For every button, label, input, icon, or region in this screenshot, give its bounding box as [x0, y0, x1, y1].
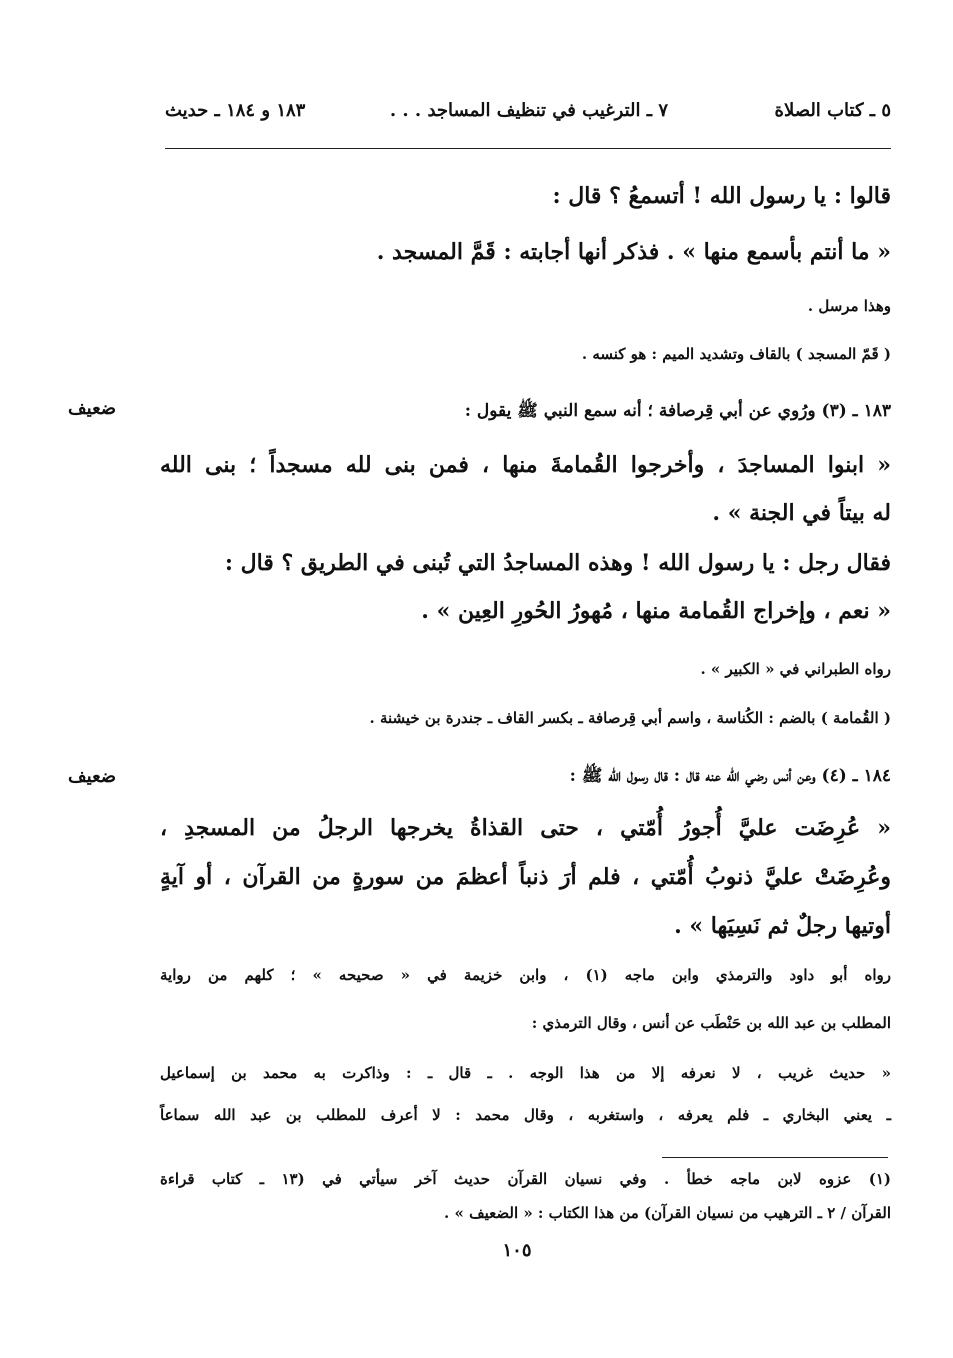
body-line: « نعم ، وإخراج القُمامة منها ، مُهورُ الحُورِ العِين » .: [421, 598, 891, 624]
header-rule: [165, 148, 891, 149]
hadith-184-heading: ١٨٤ ـ (٤) وعن أنس رضي الله عنه قال : قال رسول الله ﷺ :: [569, 766, 891, 786]
body-line: « عُرِضَت عليَّ أُجورُ أُمّتي ، حتى القذاةُ يخرجها الرجلُ من المسجدِ ،: [160, 815, 891, 841]
body-line: « ما أنتم بأسمع منها » . فذكر أنها أجابته : قَمَّ المسجد .: [376, 239, 891, 265]
grade-label: ضعيف: [68, 766, 117, 787]
body-line: وعُرِضَتْ عليَّ ذنوبُ أُمّتي ، فلم أرَ ذنباً أعظمَ من سورةٍ من القرآن ، أو آيةٍ: [160, 864, 891, 890]
body-line: ـ يعني البخاري ـ فلم يعرفه ، واستغربه ، وقال محمد : لا أعرف للمطلب بن عبد الله سماعاً: [160, 1106, 891, 1124]
header-hadith-range: ١٨٣ و ١٨٤ ـ حديث: [165, 100, 306, 121]
body-line: ( قَمّ المسجد ) بالقاف وتشديد الميم : هو كنسه .: [581, 345, 891, 363]
body-line: وهذا مرسل .: [807, 297, 891, 315]
body-line: رواه الطبراني في « الكبير » .: [700, 660, 891, 678]
footnote-rule: [662, 1157, 888, 1158]
body-line: المطلب بن عبد الله بن حَنْطَب عن أنس ، وقال الترمذي :: [531, 1014, 891, 1032]
body-line: قالوا : يا رسول الله ! أتسمعُ ؟ قال :: [552, 183, 891, 209]
body-line: « حديث غريب ، لا نعرفه إلا من هذا الوجه . ـ قال ـ : وذاكرت به محمد بن إسماعيل: [160, 1064, 891, 1082]
body-line: « ابنوا المساجدَ ، وأخرجوا القُمامةَ منها ، فمن بنى لله مسجداً ؛ بنى الله: [160, 452, 891, 478]
footnote-line: (١) عزوه لابن ماجه خطأ . وفي نسيان القرآن حديث آخر سيأتي في (١٣ ـ كتاب قراءة: [160, 1170, 891, 1188]
page-number: ١٠٥: [502, 1240, 532, 1261]
header-section: ٧ ـ الترغيب في تنظيف المساجد . . .: [389, 100, 668, 121]
footnote-line: القرآن / ٢ ـ الترهيب من نسيان القرآن) من هذا الكتاب : « الضعيف » .: [444, 1204, 891, 1222]
body-line: ( القُمامة ) بالضم : الكُناسة ، واسم أبي قِرصافة ـ بكسر القاف ـ جندرة بن خيشنة .: [369, 709, 891, 727]
body-line: له بيتاً في الجنة » .: [712, 500, 891, 526]
header-chapter: ٥ ـ كتاب الصلاة: [774, 100, 891, 121]
body-line: فقال رجل : يا رسول الله ! وهذه المساجدُ التي تُبنى في الطريق ؟ قال :: [224, 550, 891, 576]
hadith-183-heading: ١٨٣ ـ (٣) ورُوي عن أبي قِرصافة ؛ أنه سمع النبي ﷺ يقول :: [464, 401, 891, 421]
body-line: رواه أبو داود والترمذي وابن ماجه (١) ، وابن خزيمة في « صحيحه » ؛ كلهم من رواية: [160, 966, 891, 984]
body-line: أوتيها رجلٌ ثم نَسِيَها » .: [674, 913, 891, 939]
grade-label: ضعيف: [68, 398, 117, 419]
